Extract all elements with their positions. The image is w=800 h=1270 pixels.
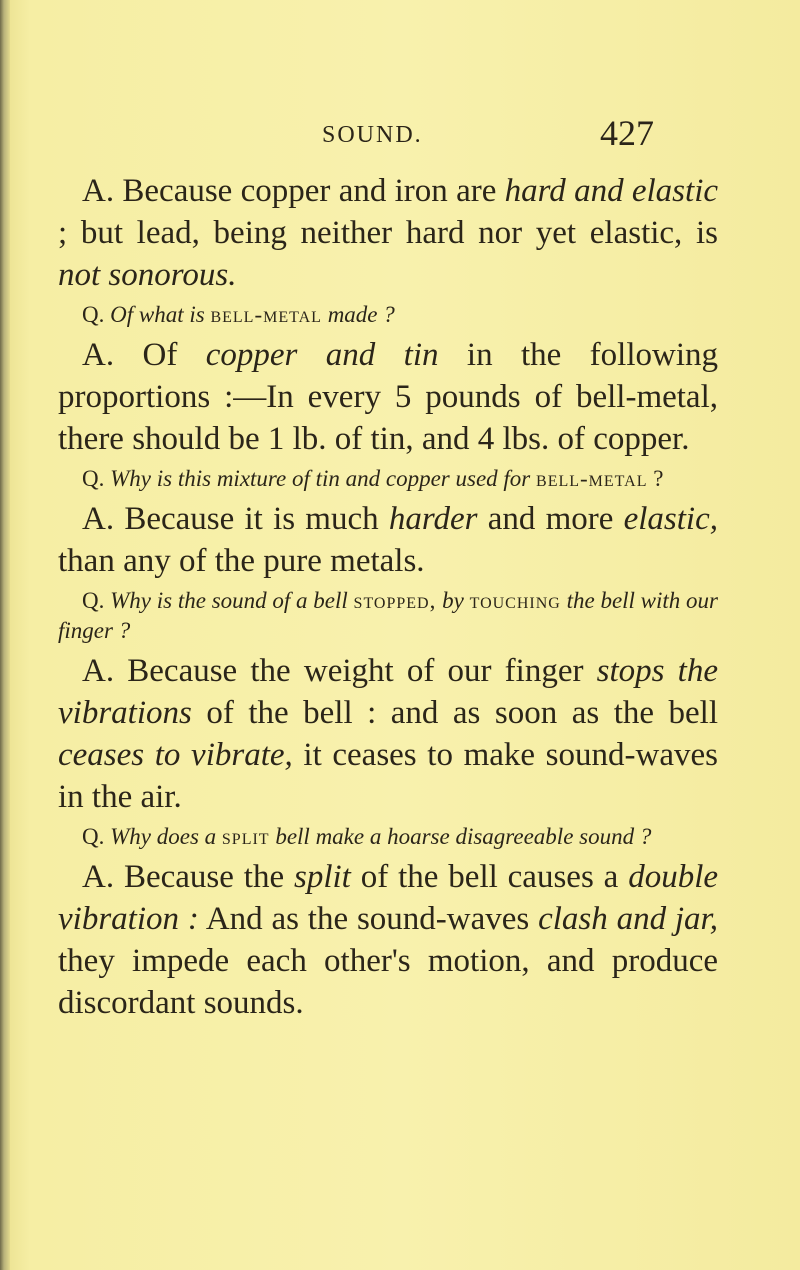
answer-text: they impede each other's motion, and produce discordant sounds.	[58, 943, 718, 1021]
answer-label: A.	[82, 337, 115, 373]
answer-text: And as the sound-waves	[198, 901, 539, 937]
answer-text: of the bell : and as soon as the bell	[191, 695, 718, 731]
answer-emphasis: harder	[388, 501, 478, 537]
question-text: Why is this mixture of tin and copper used for	[110, 466, 537, 491]
answer-3	[58, 498, 718, 582]
running-head: SOUND.	[322, 122, 423, 148]
question-smallcaps: stopped,	[353, 588, 437, 613]
question-smallcaps: bell-metal	[210, 302, 322, 327]
answer-text: Because copper and iron are	[122, 173, 505, 209]
answer-text: of the bell causes a	[350, 859, 629, 895]
answer-text: in the following proportions :—In every 5 pounds of bell-metal, there should be 1 lb. of tin, and 4 lbs. of copper.	[58, 337, 719, 457]
question-text: by	[436, 588, 470, 613]
question-label: Q.	[82, 466, 105, 491]
question-5	[58, 822, 718, 852]
page-number: 427	[600, 113, 654, 153]
question-label: Q.	[82, 588, 105, 613]
answer-emphasis: split	[294, 859, 351, 895]
answer-text: it ceases to make sound-waves in the air.	[58, 737, 718, 815]
question-text: Why does a	[110, 824, 222, 849]
answer-emphasis: double vibration :	[58, 859, 719, 937]
question-text: the bell with our finger ?	[58, 588, 719, 643]
question-smallcaps: split	[221, 824, 270, 849]
answer-5	[58, 856, 718, 1024]
answer-emphasis: not sonorous.	[58, 257, 237, 293]
page-body	[58, 170, 718, 1028]
question-label: Q.	[82, 302, 105, 327]
answer-emphasis: clash and jar,	[538, 901, 718, 937]
question-text: made ?	[321, 302, 395, 327]
answer-label: A.	[82, 859, 115, 895]
answer-emphasis: ceases to vibrate,	[58, 737, 293, 773]
question-smallcaps: touching	[469, 588, 561, 613]
answer-label: A.	[82, 653, 115, 689]
answer-emphasis: elastic,	[623, 501, 719, 537]
answer-text: Because it is much	[124, 501, 389, 537]
question-text: Why is the sound of a bell	[110, 588, 354, 613]
answer-text: and more	[477, 501, 624, 537]
answer-emphasis: stops the vibrations	[58, 653, 718, 731]
answer-1	[58, 170, 718, 296]
answer-2	[58, 334, 718, 460]
answer-4	[58, 650, 718, 818]
answer-text: ; but lead, being neither hard nor yet elastic, is	[58, 215, 718, 251]
answer-label: A.	[82, 173, 115, 209]
answer-text: Of	[142, 337, 206, 373]
question-4	[58, 586, 718, 646]
answer-text: Because the weight of our finger	[127, 653, 597, 689]
question-text: Of what is	[110, 302, 211, 327]
answer-text: Because the	[123, 859, 294, 895]
question-text: ?	[647, 466, 664, 491]
question-3	[58, 464, 718, 494]
page-header	[0, 108, 800, 158]
answer-emphasis: copper and tin	[205, 337, 439, 373]
answer-text: than any of the pure metals.	[58, 543, 425, 579]
answer-label: A.	[82, 501, 115, 537]
question-text: bell make a hoarse disagreeable sound ?	[269, 824, 652, 849]
question-smallcaps: bell-metal	[536, 466, 648, 491]
page-binding-edge	[0, 0, 10, 1270]
question-label: Q.	[82, 824, 105, 849]
answer-emphasis: hard and elastic	[504, 173, 719, 209]
question-2	[58, 300, 718, 330]
